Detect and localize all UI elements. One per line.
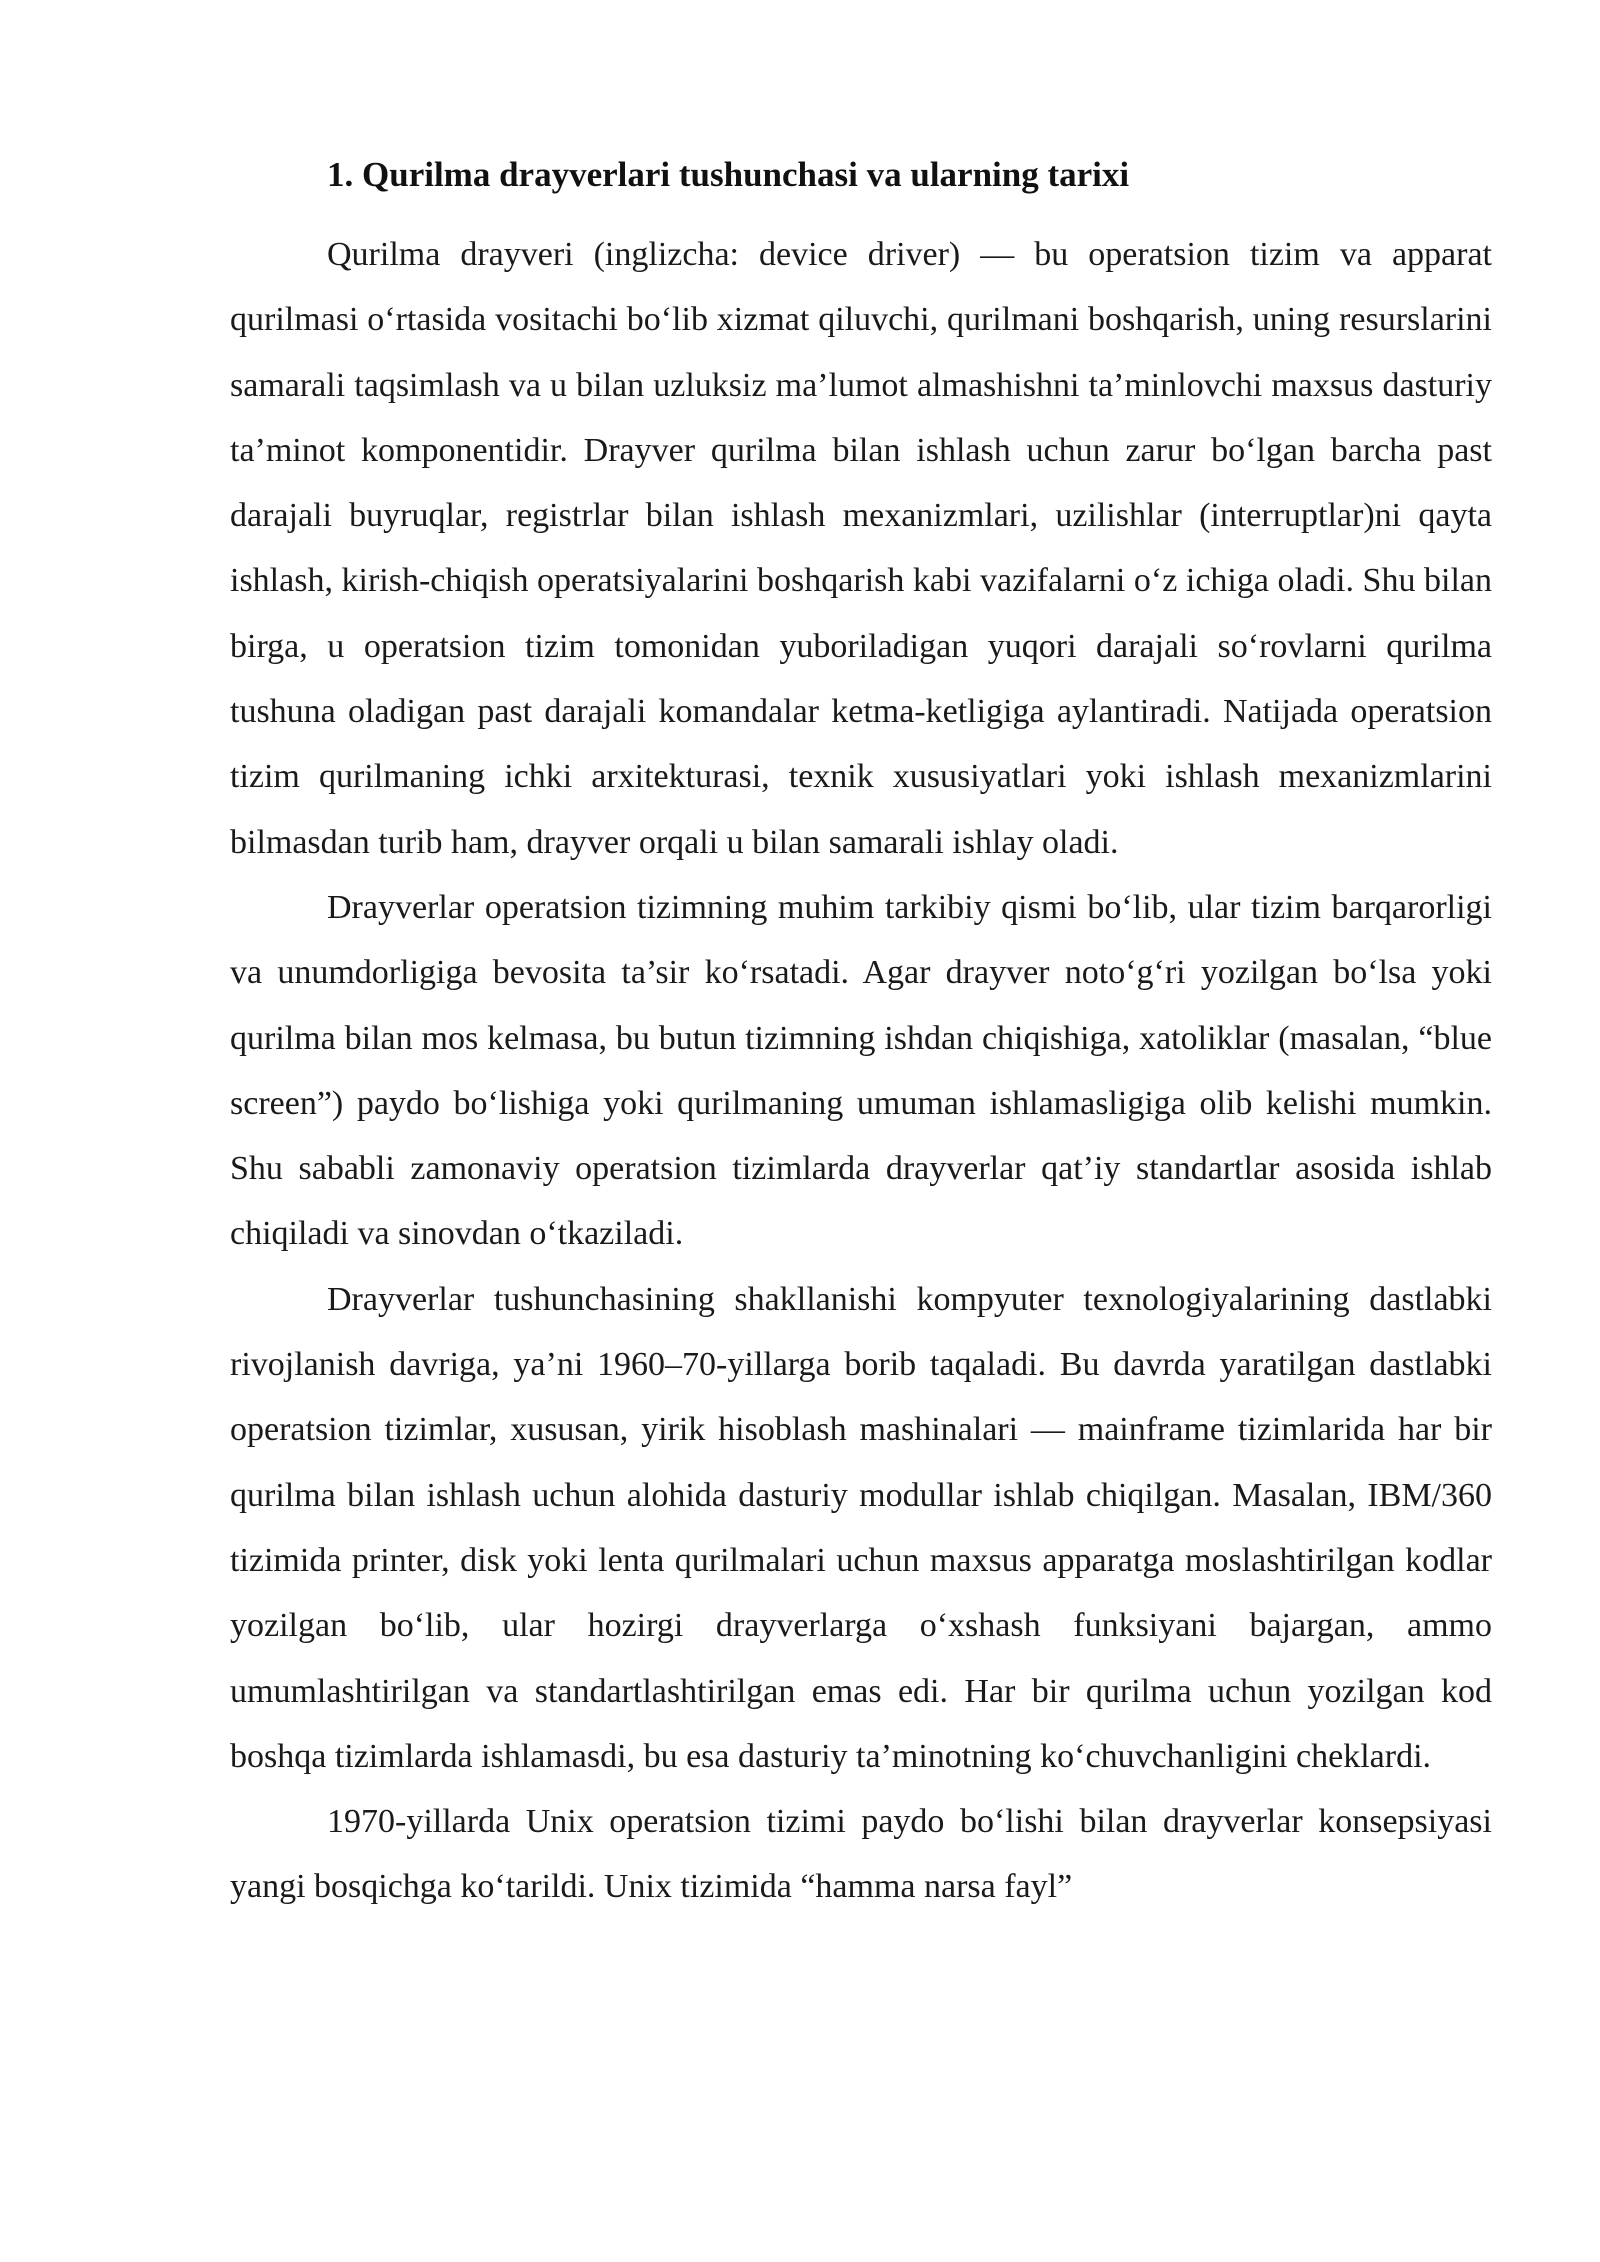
document-body (230, 150, 1492, 1920)
paragraph-importance: Drayverlar operatsion tizimning muhim tarkibiy qismi bo‘lib, ular tizim barqarorligi va unumdorligiga bevosita ta’sir ko‘rsatadi. Agar drayver noto‘g‘ri yozilgan bo‘lsa yoki qurilma bilan mos kelmasa, bu butun tizimning ishdan chiqishiga, xatoliklar (masalan, “blue screen”) paydo bo‘lishiga yoki qurilmaning umuman ishlamasligiga olib kelishi mumkin. Shu sababli zamonaviy operatsion tizimlarda drayverlar qat’iy standartlar asosida ishlab chiqiladi va sinovdan o‘tkaziladi. (230, 888, 1492, 1253)
paragraph-definition: Qurilma drayveri (inglizcha: device driver) — bu operatsion tizim va apparat qurilmasi o‘rtasida vositachi bo‘lib xizmat qiluvchi, qurilmani boshqarish, uning resurslarini samarali taqsimlash va u bilan uzluksiz ma’lumot almashishni ta’minlovchi maxsus dasturiy ta’minot komponentidir. Drayver qurilma bilan ishlash uchun zarur bo‘lgan barcha past darajali buyruqlar, registrlar bilan ishlash mexanizmlari, uzilishlar (interruptlar)ni qayta ishlash, kirish-chiqish operatsiyalarini boshqarish kabi vazifalarni o‘z ichiga oladi. Shu bilan birga, u operatsion tizim tomonidan yuboriladigan yuqori darajali so‘rovlarni qurilma tushuna oladigan past darajali komandalar ketma-ketligiga aylantiradi. Natijada operatsion tizim qurilmaning ichki arxitekturasi, texnik xususiyatlari yoki ishlash mexanizmlarini bilmasdan turib ham, drayver orqali u bilan samarali ishlay oladi. (230, 236, 1492, 861)
paragraph-unix-1970s: 1970-yillarda Unix operatsion tizimi paydo bo‘lishi bilan drayverlar konsepsiyasi yangi bosqichga ko‘tarildi. Unix tizimida “hamma narsa fayl” (230, 1803, 1492, 1906)
section-heading: 1. Qurilma drayverlari tushunchasi va ularning tarixi (327, 155, 1130, 194)
paragraph-history-1960s: Drayverlar tushunchasining shakllanishi kompyuter texnologiyalarining dastlabki rivojlanish davriga, ya’ni 1960–70-yillarga borib taqaladi. Bu davrda yaratilgan dastlabki operatsion tizimlar, xususan, yirik hisoblash mashinalari — mainframe tizimlarida har bir qurilma bilan ishlash uchun alohida dasturiy modullar ishlab chiqilgan. Masalan, IBM/360 tizimida printer, disk yoki lenta qurilmalari uchun maxsus apparatga moslashtirilgan kodlar yozilgan bo‘lib, ular hozirgi drayverlarga o‘xshash funksiyani bajargan, ammo umumlashtirilgan va standartlashtirilgan emas edi. Har bir qurilma uchun yozilgan kod boshqa tizimlarda ishlamasdi, bu esa dasturiy ta’minotning ko‘chuvchanligini cheklardi. (230, 1280, 1492, 1775)
